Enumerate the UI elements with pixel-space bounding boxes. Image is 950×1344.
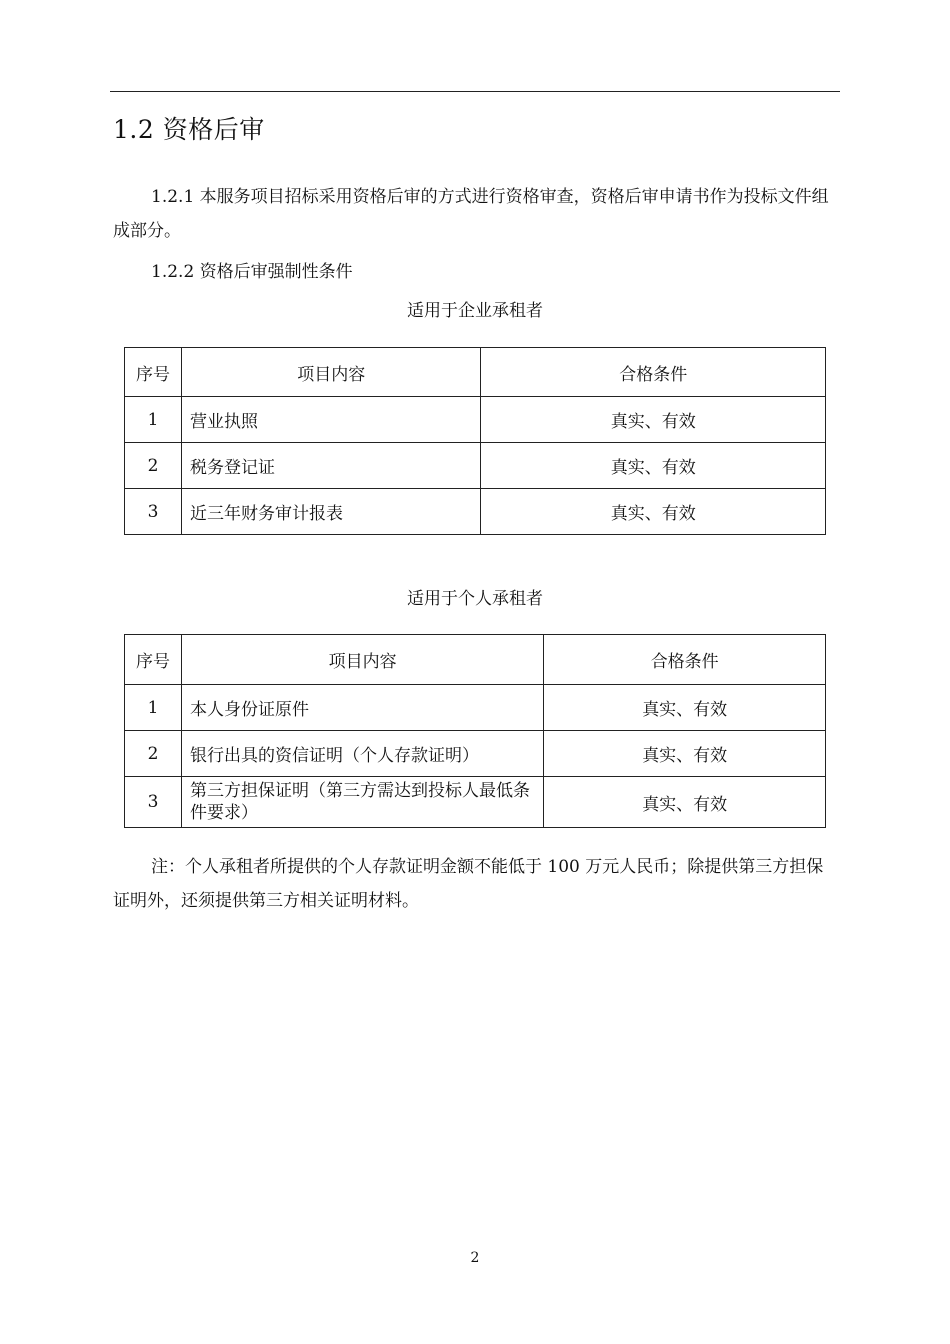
cell-condition: 真实、有效 (544, 777, 826, 828)
cell-item: 本人身份证原件 (181, 685, 543, 731)
table-row (125, 443, 826, 489)
table-row (125, 397, 826, 443)
header-item: 项目内容 (181, 635, 543, 685)
cell-item: 税务登记证 (181, 443, 481, 489)
cell-condition: 真实、有效 (544, 685, 826, 731)
cell-condition: 真实、有效 (544, 731, 826, 777)
table-header-row (125, 635, 826, 685)
cell-index: 2 (125, 731, 182, 777)
individual-requirements-table (124, 634, 826, 828)
table-row (125, 489, 826, 535)
enterprise-table-caption: 适用于企业承租者 (407, 301, 543, 321)
cell-item: 第三方担保证明（第三方需达到投标人最低条件要求） (181, 777, 543, 828)
table-row (125, 685, 826, 731)
cell-index: 3 (125, 777, 182, 828)
header-condition: 合格条件 (481, 348, 826, 397)
cell-item: 近三年财务审计报表 (181, 489, 481, 535)
table-row (125, 731, 826, 777)
header-rule (110, 91, 840, 92)
paragraph-1-2-1: 1.2.1 本服务项目招标采用资格后审的方式进行资格审查，资格后审申请书作为投标文件组成部分。 (113, 187, 829, 241)
cell-condition: 真实、有效 (481, 397, 826, 443)
individual-table-caption: 适用于个人承租者 (407, 589, 543, 609)
table-header-row (125, 348, 826, 397)
header-index: 序号 (125, 348, 182, 397)
table-row (125, 777, 826, 828)
cell-condition: 真实、有效 (481, 489, 826, 535)
cell-index: 1 (125, 685, 182, 731)
paragraph-1-2-2: 1.2.2 资格后审强制性条件 (151, 262, 353, 282)
cell-index: 3 (125, 489, 182, 535)
header-index: 序号 (125, 635, 182, 685)
enterprise-requirements-table (124, 347, 826, 535)
cell-item: 营业执照 (181, 397, 481, 443)
cell-condition: 真实、有效 (481, 443, 826, 489)
cell-index: 1 (125, 397, 182, 443)
note-paragraph: 注：个人承租者所提供的个人存款证明金额不能低于 100 万元人民币；除提供第三方担保证明外，还须提供第三方相关证明材料。 (113, 857, 824, 911)
header-condition: 合格条件 (544, 635, 826, 685)
cell-item: 银行出具的资信证明（个人存款证明） (181, 731, 543, 777)
page-number: 2 (470, 1250, 480, 1266)
header-item: 项目内容 (181, 348, 481, 397)
section-heading: 1.2 资格后审 (113, 115, 265, 144)
cell-index: 2 (125, 443, 182, 489)
